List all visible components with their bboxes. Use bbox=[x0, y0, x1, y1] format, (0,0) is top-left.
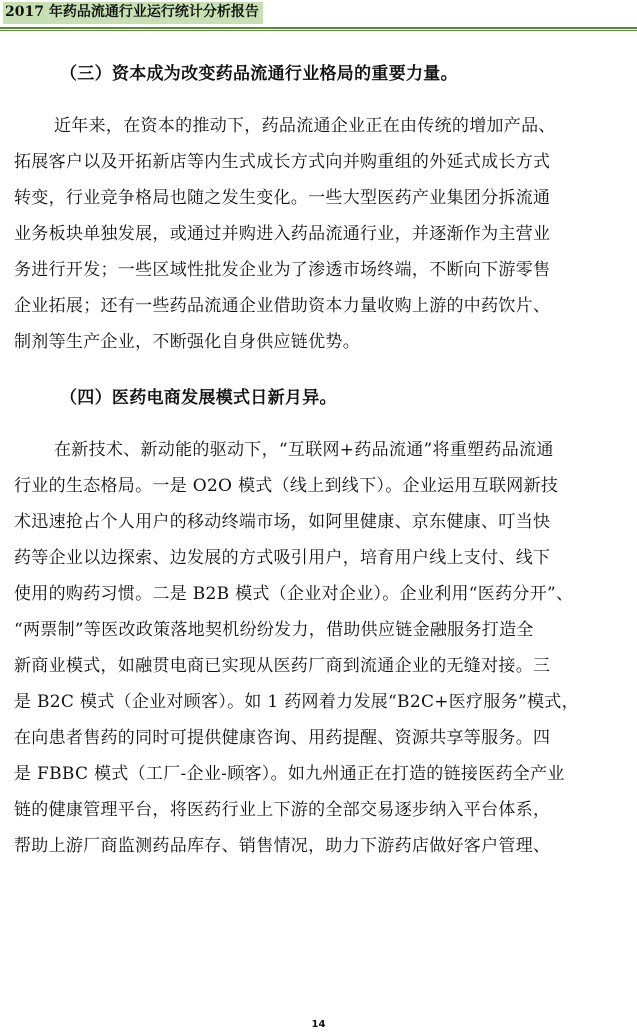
paragraph-line: 是 FBBC 模式（工厂-企业-顾客）。如九州通正在打造的链接医药全产业 bbox=[14, 764, 565, 784]
paragraph-line: 使用的购药习惯。二是 B2B 模式（企业对企业）。企业利用“医药分开”、 bbox=[14, 584, 574, 604]
paragraph-line: 帮助上游厂商监测药品库存、销售情况，助力下游药店做好客户管理、 bbox=[14, 836, 551, 856]
page-number: 14 bbox=[311, 1019, 326, 1030]
paragraph-line: 近年来，在资本的推动下，药品流通企业正在由传统的增加产品、 bbox=[54, 116, 556, 136]
paragraph-line: 业务板块单独发展，或通过并购进入药品流通行业，并逐渐作为主营业 bbox=[14, 224, 551, 244]
paragraph-line: 转变，行业竞争格局也随之发生变化。一些大型医药产业集团分拆流通 bbox=[14, 188, 551, 208]
paragraph-line: 新商业模式，如融贯电商已实现从医药厂商到流通企业的无缝对接。三 bbox=[14, 656, 551, 676]
section-4-paragraph bbox=[14, 432, 628, 864]
running-header bbox=[0, 0, 637, 26]
paragraph-line: 链的健康管理平台，将医药行业上下游的全部交易逐步纳入平台体系， bbox=[14, 800, 551, 820]
section-heading-3: （三）资本成为改变药品流通行业格局的重要力量。 bbox=[60, 64, 458, 84]
header-title: 2017 年药品流通行业运行统计分析报告 bbox=[3, 2, 263, 24]
paragraph-line: 是 B2C 模式（企业对顾客）。如 1 药网着力发展“B2C+医疗服务”模式， bbox=[14, 692, 579, 712]
header-rule bbox=[0, 27, 637, 31]
section-heading-4: （四）医药电商发展模式日新月异。 bbox=[60, 388, 337, 408]
paragraph-line: 术迅速抢占个人用户的移动终端市场，如阿里健康、京东健康、叮当快 bbox=[14, 512, 551, 532]
paragraph-line: 务进行开发；一些区域性批发企业为了渗透市场终端，不断向下游零售 bbox=[14, 260, 551, 280]
paragraph-line: 拓展客户以及开拓新店等内生式成长方式向并购重组的外延式成长方式 bbox=[14, 152, 551, 172]
paragraph-line: 企业拓展；还有一些药品流通企业借助资本力量收购上游的中药饮片、 bbox=[14, 296, 551, 316]
paragraph-line: 在向患者售药的同时可提供健康咨询、用药提醒、资源共享等服务。四 bbox=[14, 728, 551, 748]
paragraph-line: 药等企业以边探索、边发展的方式吸引用户，培育用户线上支付、线下 bbox=[14, 548, 551, 568]
paragraph-line: “两票制”等医改政策落地契机纷纷发力，借助供应链金融服务打造全 bbox=[14, 620, 534, 640]
paragraph-line: 在新技术、新动能的驱动下，“互联网+药品流通”将重塑药品流通 bbox=[54, 440, 554, 460]
page-body bbox=[14, 56, 628, 864]
paragraph-line: 行业的生态格局。一是 O2O 模式（线上到线下）。企业运用互联网新技 bbox=[14, 476, 559, 496]
paragraph-line: 制剂等生产企业，不断强化自身供应链优势。 bbox=[14, 332, 360, 352]
section-3-paragraph bbox=[14, 108, 628, 360]
